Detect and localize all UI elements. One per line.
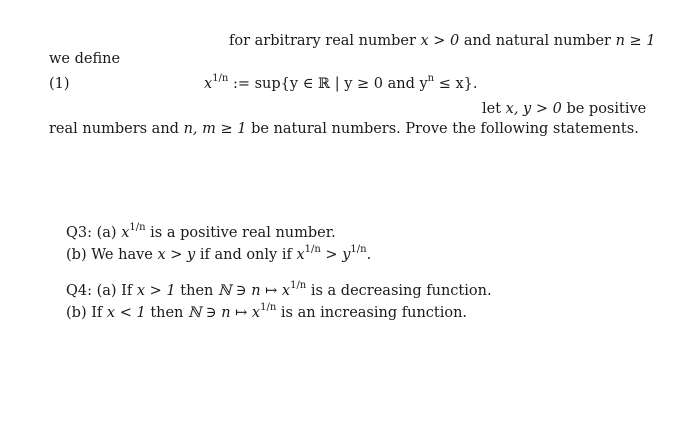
intro-text: be natural numbers. Prove the following statements. (251, 121, 639, 137)
math-expression: x (296, 247, 305, 263)
math-expression: ≤ x}. (438, 76, 478, 92)
question-q3a (66, 224, 336, 242)
question-label: (b) We have (66, 247, 153, 263)
question-text: then (150, 305, 184, 321)
equation-number (49, 75, 70, 93)
math-expression: n ≥ 1 (615, 33, 656, 49)
intro-text: we define (49, 51, 121, 67)
math-expression: x > y (157, 247, 196, 263)
math-operator: > (325, 247, 338, 263)
math-expression: n, m ≥ 1 (183, 121, 247, 137)
question-q4b (66, 304, 467, 322)
math-expression: y (342, 247, 351, 263)
intro-line-4 (482, 100, 646, 118)
question-label: Q4: (a) If (66, 283, 133, 299)
math-expression: x (204, 76, 213, 92)
math-expression: x > 0 (420, 33, 460, 49)
math-expression: ℕ ∋ n ↦ x (217, 283, 291, 299)
intro-text: be positive (566, 101, 647, 117)
math-expression: x > 1 (136, 283, 176, 299)
math-expression: := sup{y ∈ ℝ | y ≥ 0 and y (232, 76, 428, 92)
question-label: Q3: (a) (66, 225, 117, 241)
question-text: then (180, 283, 214, 299)
math-expression: x, y > 0 (505, 101, 562, 117)
math-exponent: 1/n (350, 244, 367, 256)
math-exponent: 1/n (290, 280, 307, 292)
intro-text: let (482, 101, 502, 117)
question-q3b (66, 246, 371, 264)
question-text: is a decreasing function. (310, 283, 492, 299)
intro-line-1 (229, 32, 656, 50)
question-text: is an increasing function. (280, 305, 468, 321)
intro-text: real numbers and (49, 121, 179, 137)
question-text: if and only if (199, 247, 292, 263)
math-exponent: n (427, 73, 435, 85)
math-exponent: 1/n (212, 73, 229, 85)
math-exponent: 1/n (129, 222, 146, 234)
equation-label: (1) (49, 76, 70, 92)
question-q4a (66, 282, 492, 300)
intro-line-5 (49, 120, 639, 138)
math-exponent: 1/n (260, 302, 277, 314)
intro-text: for arbitrary real number (229, 33, 416, 49)
question-text: is a positive real number. (150, 225, 336, 241)
question-text: . (366, 247, 372, 263)
math-expression: x (121, 225, 130, 241)
intro-line-2 (49, 50, 120, 68)
intro-text: and natural number (463, 33, 611, 49)
math-expression: ℕ ∋ n ↦ x (188, 305, 261, 321)
definition-equation (204, 75, 478, 93)
math-expression: x < 1 (106, 305, 146, 321)
math-exponent: 1/n (304, 244, 321, 256)
question-label: (b) If (66, 305, 103, 321)
